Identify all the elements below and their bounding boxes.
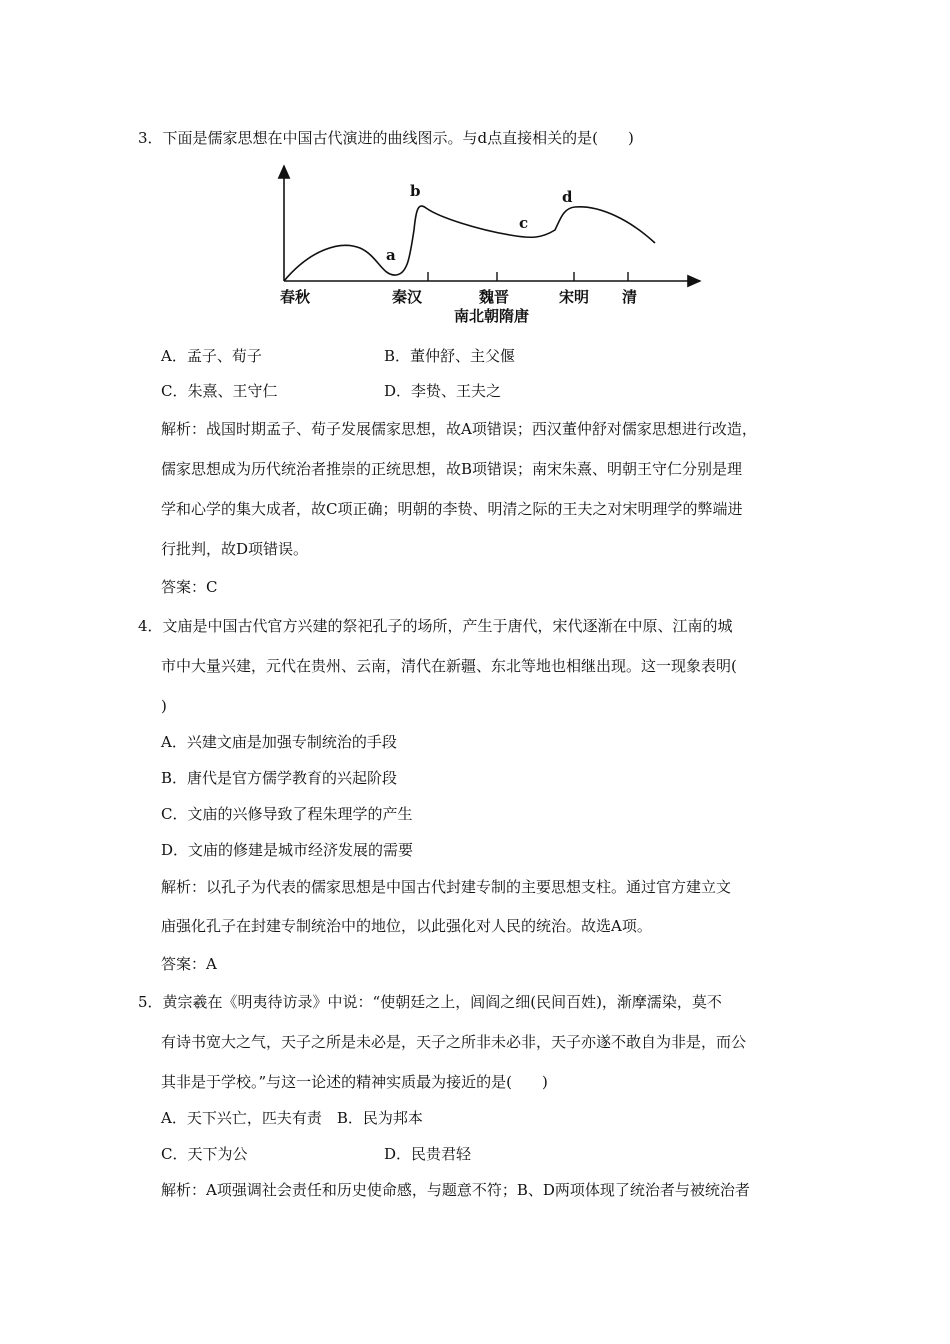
- q5-stem-line: 5．黄宗羲在《明夷待访录》中说：“使朝廷之上，闾阎之细(民间百姓)，渐摩濡染，莫不: [138, 993, 722, 1011]
- q3-explanation-line: 解析：战国时期孟子、荀子发展儒家思想，故A项错误；西汉董仲舒对儒家思想进行改造，: [161, 420, 757, 438]
- axis-sublabel: 南北朝隋唐: [454, 307, 530, 325]
- point-label-c: c: [519, 214, 529, 232]
- q4-answer: 答案：A: [161, 955, 217, 973]
- q3-explanation-line: 行批判，故D项错误。: [161, 540, 309, 558]
- q5-stem-line: 有诗书宽大之气，天子之所是未必是，天子之所非未必非，天子亦遂不敢自为非是，而公: [161, 1033, 747, 1051]
- point-label-d: d: [562, 188, 573, 206]
- q4-option-d: D．文庙的修建是城市经济发展的需要: [161, 841, 414, 859]
- q4-option-c: C．文庙的兴修导致了程朱理学的产生: [161, 805, 413, 823]
- confucianism-curve-diagram: [270, 160, 710, 330]
- q3-answer: 答案：C: [161, 578, 218, 596]
- q4-option-a: A．兴建文庙是加强专制统治的手段: [161, 733, 397, 751]
- axis-label-songming: 宋明: [559, 288, 590, 306]
- q3-explanation-line: 儒家思想成为历代统治者推崇的正统思想，故B项错误；南宋朱熹、明朝王守仁分别是理: [161, 460, 743, 478]
- q3-option-a: A．孟子、荀子: [161, 347, 262, 365]
- axis-label-qing: 清: [622, 288, 638, 306]
- q5-option-ab: A．天下兴亡，匹夫有责 B．民为邦本: [161, 1109, 423, 1127]
- q4-stem-line: 市中大量兴建，元代在贵州、云南，清代在新疆、东北等地也相继出现。这一现象表明(: [161, 657, 737, 675]
- q4-option-b: B．唐代是官方儒学教育的兴起阶段: [161, 769, 398, 787]
- axis-label-chunqiu: 春秋: [280, 288, 311, 306]
- point-label-a: a: [386, 246, 396, 264]
- q3-option-c: C．朱熹、王守仁: [161, 382, 278, 400]
- q5-option-c: C．天下为公: [161, 1145, 248, 1163]
- q5-option-d: D．民贵君轻: [384, 1145, 472, 1163]
- q4-explanation-line: 庙强化孔子在封建专制统治中的地位，以此强化对人民的统治。故选A项。: [161, 917, 652, 935]
- q4-stem-line: ): [161, 697, 167, 715]
- axis-label-weijin: 魏晋: [479, 288, 510, 306]
- q5-stem-line: 其非是于学校。”与这一论述的精神实质最为接近的是( ): [161, 1073, 548, 1091]
- point-label-b: b: [410, 182, 421, 200]
- q5-explanation-line: 解析：A项强调社会责任和历史使命感，与题意不符；B、D两项体现了统治者与被统治者: [161, 1181, 750, 1199]
- q3-explanation-line: 学和心学的集大成者，故C项正确；明朝的李贽、明清之际的王夫之对宋明理学的弊端进: [161, 500, 743, 518]
- q3-stem: 3．下面是儒家思想在中国古代演进的曲线图示。与d点直接相关的是( ): [138, 129, 634, 147]
- q3-option-d: D．李贽、王夫之: [384, 382, 502, 400]
- evolution-curve: [284, 206, 655, 281]
- q4-explanation-line: 解析：以孔子为代表的儒家思想是中国古代封建专制的主要思想支柱。通过官方建立文: [161, 878, 732, 896]
- q3-option-b: B．董仲舒、主父偃: [384, 347, 516, 365]
- q4-stem-line: 4．文庙是中国古代官方兴建的祭祀孔子的场所，产生于唐代，宋代逐渐在中原、江南的城: [138, 617, 733, 635]
- axis-label-qinhan: 秦汉: [392, 288, 423, 306]
- curve-svg: [270, 160, 710, 330]
